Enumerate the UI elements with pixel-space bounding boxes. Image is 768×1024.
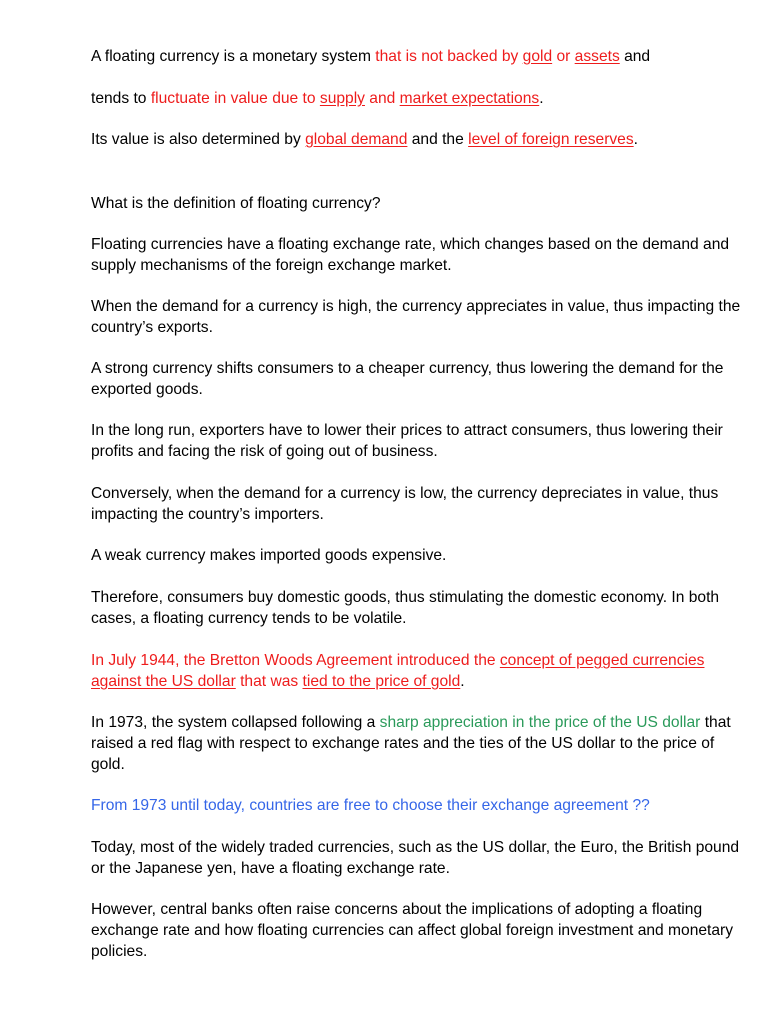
- intro-line-2: [91, 88, 741, 109]
- and-the-connector: and the: [407, 131, 469, 148]
- market-expectations-term: market expectations: [399, 90, 540, 107]
- foreign-reserves-term: level of foreign reserves: [468, 131, 634, 148]
- global-demand-term: global demand: [305, 131, 408, 148]
- intro-line-1: [91, 46, 741, 67]
- period: .: [539, 90, 544, 107]
- or-connector: or: [552, 48, 575, 65]
- definition-question: What is the definition of floating currency?: [91, 195, 381, 212]
- paragraph: However, central banks often raise concerns about the implications of adopting a floating exchange rate and how floating currencies can affect global foreign investment and monetary policies.: [91, 901, 734, 960]
- pegged-currencies-term: concept of pegged currencies against the US dollar: [91, 652, 705, 690]
- paragraph: Floating currencies have a floating exchange rate, which changes based on the demand and supply mechanisms of the foreign exchange market.: [91, 236, 730, 274]
- paragraph: A strong currency shifts consumers to a cheaper currency, thus lowering the demand for the exported goods.: [91, 360, 724, 398]
- intro-line-3: [91, 129, 741, 150]
- fluctuate-highlight: fluctuate in value due to: [150, 90, 320, 107]
- bretton-woods-paragraph: [91, 650, 741, 692]
- sharp-appreciation-highlight: sharp appreciation in the price of the US dollar: [379, 714, 701, 731]
- paragraph: Therefore, consumers buy domestic goods, thus stimulating the domestic economy. In both cases, a floating currency tends to be volatile.: [91, 589, 720, 627]
- not-backed-highlight: that is not backed by: [375, 48, 523, 65]
- period: .: [460, 673, 465, 690]
- intro-line-3-text: Its value is also determined by: [91, 131, 306, 148]
- and-connector-red: and: [364, 90, 400, 107]
- paragraph: When the demand for a currency is high, the currency appreciates in value, thus impacting the country’s exports.: [91, 298, 741, 336]
- that-was-connector: that was: [235, 673, 303, 690]
- paragraph: A weak currency makes imported goods expensive.: [91, 547, 447, 564]
- intro-line-1-text: A floating currency is a monetary system: [91, 48, 376, 65]
- collapse-text: In 1973, the system collapsed following a: [91, 714, 380, 731]
- period: .: [633, 131, 638, 148]
- paragraph: Conversely, when the demand for a currency is low, the currency depreciates in value, thus impacting the country’s importers.: [91, 485, 719, 523]
- exchange-agreement-question: From 1973 until today, countries are free to choose their exchange agreement ??: [91, 797, 650, 814]
- price-of-gold-term: tied to the price of gold: [302, 673, 461, 690]
- intro-line-2-text: tends to: [91, 90, 151, 107]
- and-connector: and: [619, 48, 651, 65]
- assets-term: assets: [574, 48, 620, 65]
- paragraph: Today, most of the widely traded currencies, such as the US dollar, the Euro, the British pound or the Japanese yen, have a floating exchange rate.: [91, 839, 740, 877]
- collapse-paragraph: [91, 712, 741, 775]
- supply-term: supply: [319, 90, 365, 107]
- paragraph: In the long run, exporters have to lower their prices to attract consumers, thus lowering their profits and facing the risk of going out of business.: [91, 422, 723, 460]
- bretton-woods-text: In July 1944, the Bretton Woods Agreement introduced the: [91, 652, 500, 669]
- gold-term: gold: [522, 48, 553, 65]
- collapse-text-end: that raised a red flag with respect to exchange rates and the ties of the US dollar to the price of gold.: [91, 714, 731, 773]
